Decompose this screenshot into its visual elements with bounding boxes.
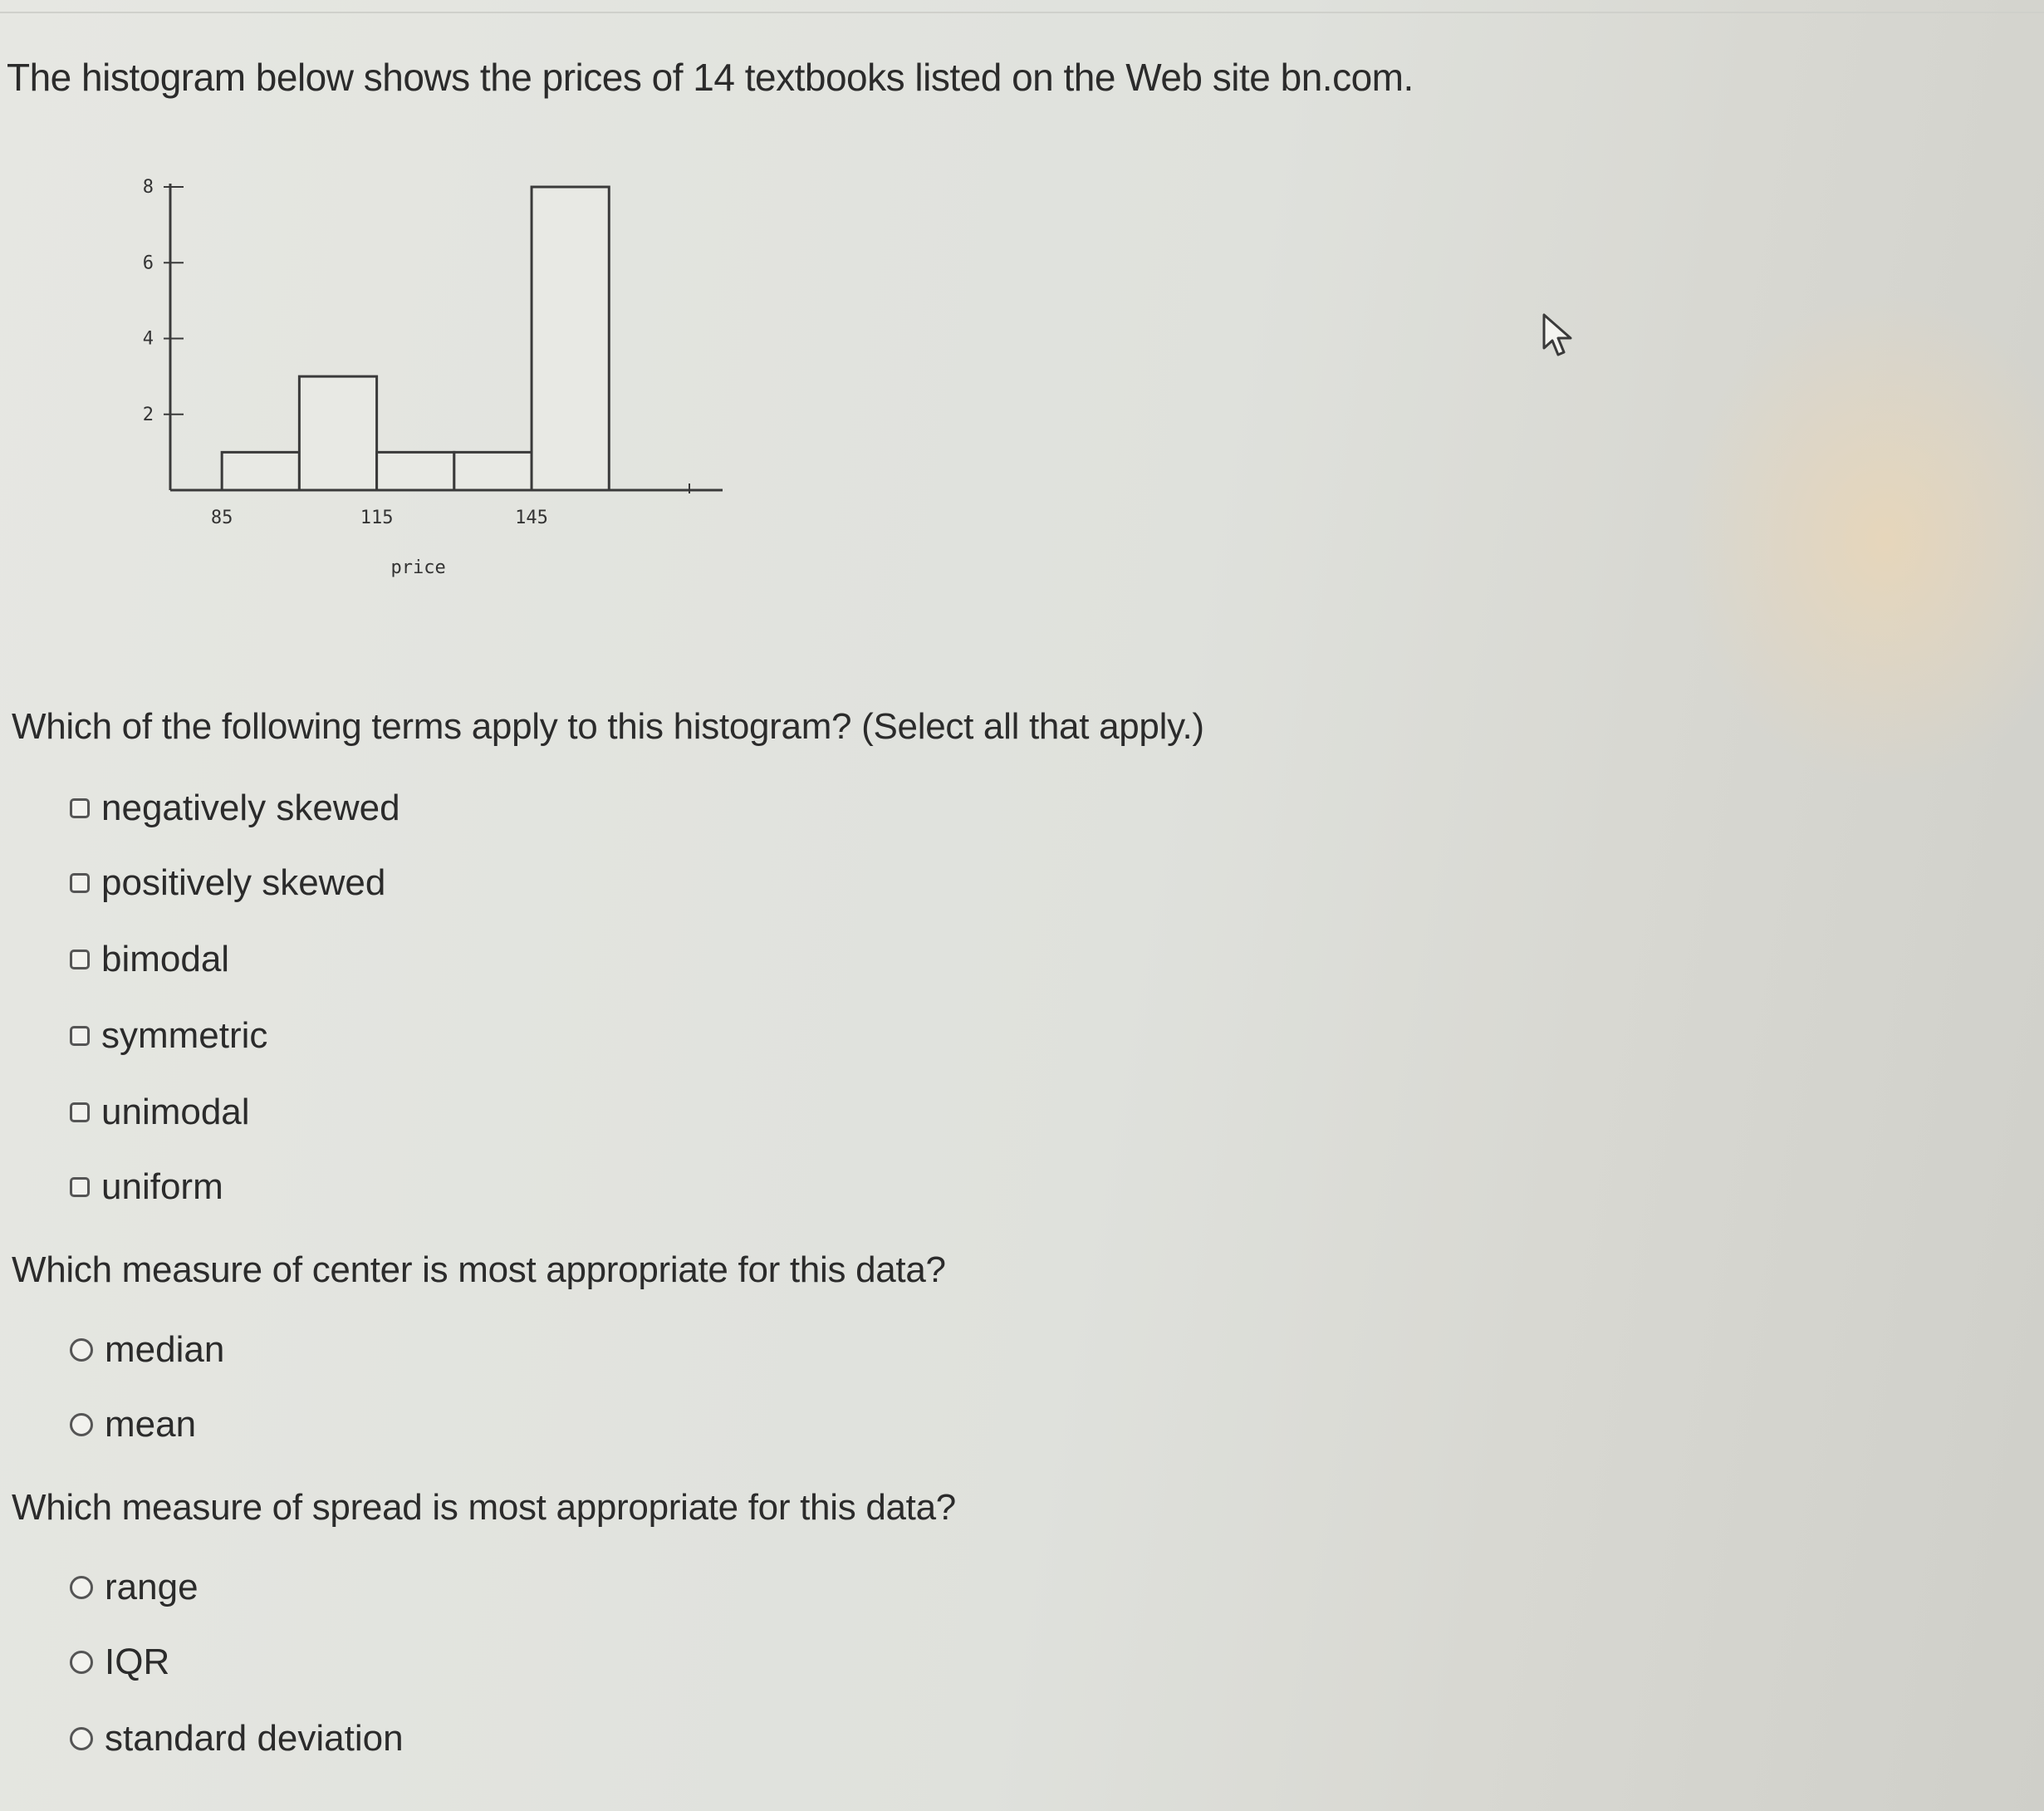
histogram-bar [377,452,454,490]
option-range[interactable] [70,1567,199,1608]
y-tick-label: 6 [142,253,154,274]
option-iqr[interactable] [70,1642,169,1683]
x-tick-label: 85 [210,508,233,528]
radio-button[interactable] [70,1576,93,1599]
option-label: IQR [105,1642,170,1682]
question-center: Which measure of center is most appropriate for this data? [12,1249,946,1290]
y-tick-label: 4 [142,328,154,350]
x-tick-label: 115 [360,508,394,528]
y-tick-label: 2 [142,404,154,425]
histogram-bar [454,452,532,490]
histogram-bar [532,187,609,490]
checkbox[interactable] [70,798,90,818]
option-label: median [105,1329,225,1370]
histogram-bar [222,452,299,490]
checkbox[interactable] [70,1026,90,1046]
checkbox[interactable] [70,950,90,969]
radio-button[interactable] [70,1338,93,1362]
option-symmetric[interactable] [70,1015,267,1057]
histogram [125,162,723,594]
radio-button[interactable] [70,1651,93,1674]
radio-button[interactable] [70,1413,93,1436]
option-median[interactable] [70,1329,224,1371]
question-intro: The histogram below shows the prices of 14 textbooks listed on the Web site bn.com. [7,56,1414,99]
option-label: bimodal [101,939,230,979]
question-spread: Which measure of spread is most appropriate for this data? [12,1487,956,1528]
x-tick-label: 145 [515,508,548,528]
option-uniform[interactable] [70,1166,223,1208]
option-label: unimodal [101,1092,250,1132]
option-unimodal[interactable] [70,1092,250,1133]
option-standard-deviation[interactable] [70,1718,404,1759]
radio-button[interactable] [70,1727,93,1750]
screen-glare [1678,291,2044,789]
histogram-bar [299,376,376,490]
option-positively-skewed[interactable] [70,862,385,904]
option-label: range [105,1567,199,1607]
mouse-cursor-icon [1541,312,1577,358]
option-label: mean [105,1404,197,1445]
checkbox[interactable] [70,1177,90,1197]
option-label: standard deviation [105,1718,404,1759]
option-bimodal[interactable] [70,939,229,980]
y-tick-label: 8 [142,177,154,198]
question-terms: Which of the following terms apply to this histogram? (Select all that apply.) [12,706,1204,747]
x-axis-label: price [390,557,446,578]
option-label: uniform [101,1166,223,1207]
top-divider [0,12,2044,13]
checkbox[interactable] [70,873,90,893]
option-label: positively skewed [101,862,386,903]
checkbox[interactable] [70,1102,90,1122]
option-label: negatively skewed [101,788,400,828]
option-mean[interactable] [70,1404,196,1445]
option-negatively-skewed[interactable] [70,788,400,829]
option-label: symmetric [101,1015,268,1056]
